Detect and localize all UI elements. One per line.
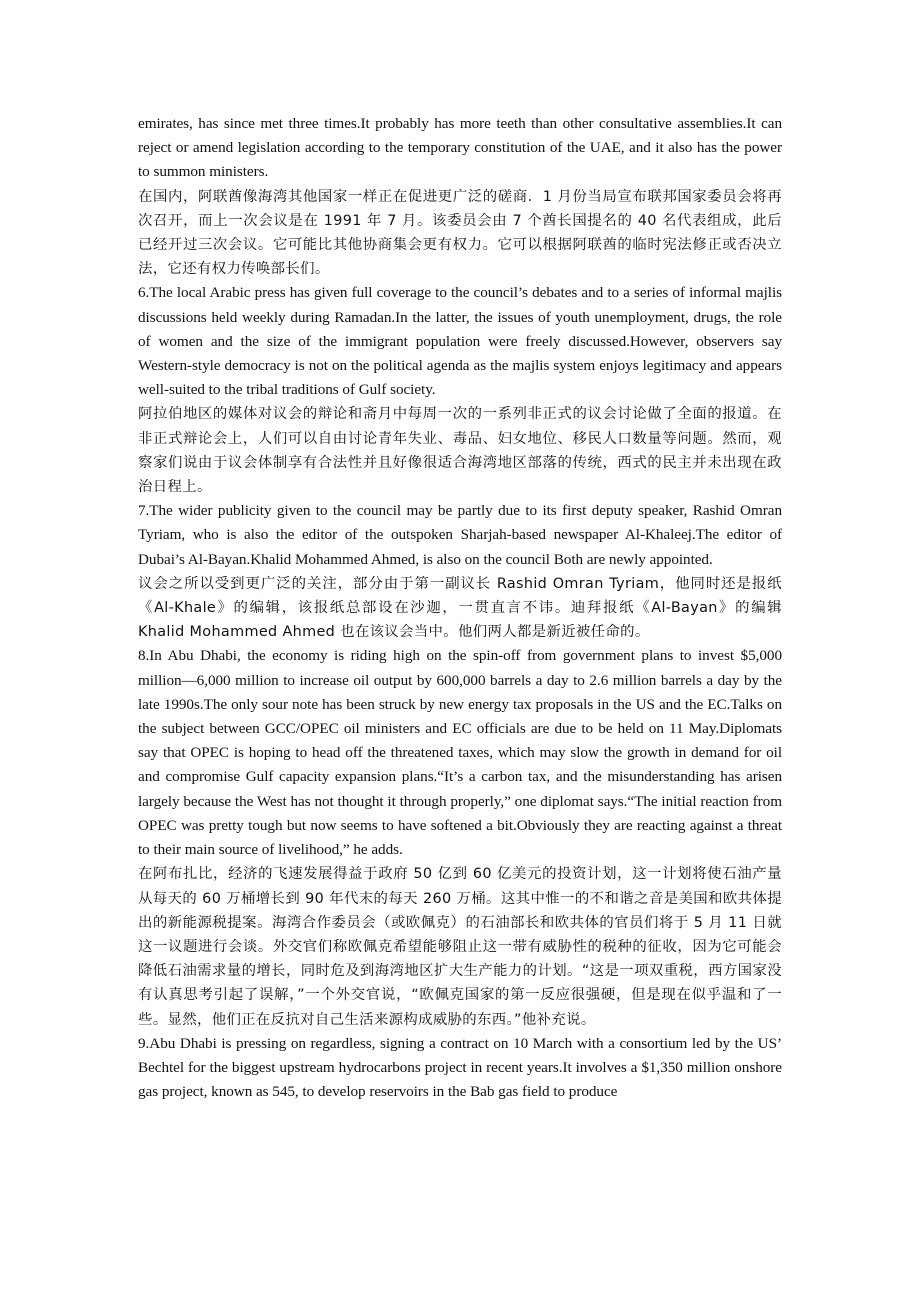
paragraph-6-en: 6.The local Arabic press has given full coverage to the council’s debates and to a series of informal majlis discussions held weekly during Ramadan.In the latter, the issues of youth unemployment, drugs, the role of women and the size of the immigrant population were freely discussed.However, observers say Western-style democracy is not on the political agenda as the majlis system enjoys legitimacy and appears well-suited to the tribal traditions of Gulf society. xyxy=(138,284,782,399)
paragraph-5-continuation-en: emirates, has since met three times.It probably has more teeth than other consultative assemblies.It can reject or amend legislation according to the temporary constitution of the UAE, and it also has the power to summon ministers. xyxy=(138,115,782,181)
document-page xyxy=(138,112,782,1104)
paragraph-8-translation-zh: 在阿布扎比，经济的飞速发展得益于政府 50 亿到 60 亿美元的投资计划，这一计划将使石油产量从每天的 60 万桶增长到 90 年代末的每天 260 万桶。这其中惟一的不和谐之音是美国和欧共体提出的新能源税提案。海湾合作委员会（或欧佩克）的石油部长和欧共体的官员们将于 5 月 11 日就这一议题进行会谈。外交官们称欧佩克希望能够阻止这一带有威胁性的税种的征收，因为它可能会降低石油需求量的增长，同时危及到海湾地区扩大生产能力的计划。“这是一项双重税，西方国家没有认真思考引起了误解，”一个外交官说，“欧佩克国家的第一反应很强硬，但是现在似乎温和了一些。显然，他们正在反抗对自己生活来源构成威胁的东西。”他补充说。 xyxy=(138,866,782,1028)
paragraph-8-en: 8.In Abu Dhabi, the economy is riding high on the spin-off from government plans to invest $5,000 million—6,000 million to increase oil output by 600,000 barrels a day to 2.6 million barrels a day by the late 1990s.The only sour note has been struck by new energy tax proposals in the US and the EC.Talks on the subject between GCC/OPEC oil ministers and EC officials are due to be held on 11 May.Diplomats say that OPEC is hoping to head off the threatened taxes, which may slow the growth in demand for oil and compromise Gulf capacity expansion plans.“It’s a carbon tax, and the misunderstanding has arisen largely because the West has not thought it through properly,” one diplomat says.“The initial reaction from OPEC was pretty tough but now seems to have softened a bit.Obviously they are reacting against a threat to their main source of livelihood,” he adds. xyxy=(138,647,782,859)
paragraph-9-en: 9.Abu Dhabi is pressing on regardless, signing a contract on 10 March with a consortium led by the US’ Bechtel for the biggest upstream hydrocarbons project in recent years.It involves a $1,350 million onshore gas project, known as 545, to develop reservoirs in the Bab gas field to produce xyxy=(138,1034,782,1101)
paragraph-7-en: 7.The wider publicity given to the council may be partly due to its first deputy speaker, Rashid Omran Tyriam, who is also the editor of the outspoken Sharjah-based newspaper Al-Khaleej.The editor of Dubai’s Al-Bayan.Khalid Mohammed Ahmed, is also on the council Both are newly appointed. xyxy=(138,502,782,568)
paragraph-6-translation-zh: 阿拉伯地区的媒体对议会的辩论和斋月中每周一次的一系列非正式的议会讨论做了全面的报道。在非正式辩论会上，人们可以自由讨论青年失业、毒品、妇女地位、移民人口数量等问题。然而，观察家们说由于议会体制享有合法性并且好像很适合海湾地区部落的传统，西式的民主并未出现在政治日程上。 xyxy=(138,406,782,496)
paragraph-5-translation-zh: 在国内，阿联酋像海湾其他国家一样正在促进更广泛的磋商．1 月份当局宣布联邦国家委员会将再次召开，而上一次会议是在 1991 年 7 月。该委员会由 7 个酋长国提名的 40 名代表组成，此后已经开过三次会议。它可能比其他协商集会更有权力。它可以根据阿联酋的临时宪法修正或否决立法，它还有权力传唤部长们。 xyxy=(138,188,782,278)
paragraph-7-translation-zh: 议会之所以受到更广泛的关注，部分由于第一副议长 Rashid Omran Tyriam，他同时还是报纸《Al-Khale》的编辑，该报纸总部设在沙迦，一贯直言不讳。迪拜报纸《Al-Bayan》的编辑 Khalid Mohammed Ahmed 也在该议会当中。他们两人都是新近被任命的。 xyxy=(138,575,782,641)
